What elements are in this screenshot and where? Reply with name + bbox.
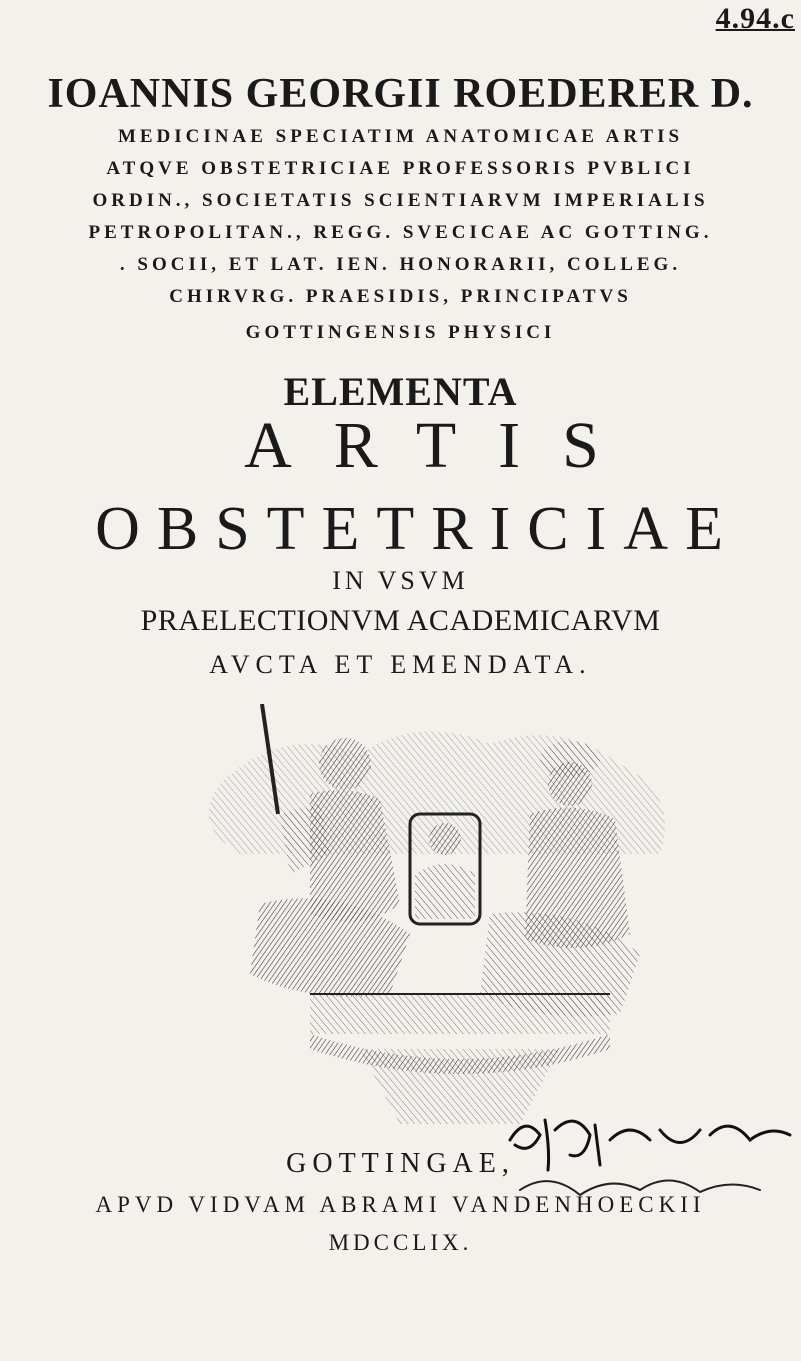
credential-line: MEDICINAE SPECIATIM ANATOMICAE ARTIS bbox=[117, 126, 684, 147]
credential-line: PETROPOLITAN., REGG. SVECICAE AC GOTTING. bbox=[88, 222, 713, 243]
imprint-publisher: APVD VIDVAM ABRAMI VANDENHOECKII bbox=[95, 1192, 706, 1217]
author-name: IOANNIS GEORGII ROEDERER D. bbox=[47, 71, 754, 117]
subtitle-praelectionum: PRAELECTIONVM ACADEMICARVM bbox=[140, 604, 661, 637]
imprint-place: GOTTINGAE, bbox=[286, 1148, 515, 1179]
subtitle-aucta: AVCTA ET EMENDATA. bbox=[209, 650, 592, 679]
credential-line: GOTTINGENSIS PHYSICI bbox=[245, 322, 556, 343]
credential-line: CHIRVRG. PRAESIDIS, PRINCIPATVS bbox=[169, 286, 632, 307]
title-line-artis: ARTIS bbox=[244, 409, 641, 482]
credential-line: . SOCII, ET LAT. IEN. HONORARII, COLLEG. bbox=[119, 254, 682, 275]
title-line-obstetriciae: OBSTETRICIAE bbox=[95, 495, 740, 563]
title-line-elementa: ELEMENTA bbox=[283, 369, 518, 414]
credential-line: ATQVE OBSTETRICIAE PROFESSORIS PVBLICI bbox=[106, 158, 695, 179]
engraved-vignette bbox=[160, 704, 720, 1124]
subtitle-in-usum: IN VSVM bbox=[332, 566, 469, 595]
imprint-date: MDCCLIX. bbox=[328, 1230, 473, 1255]
credential-line: ORDIN., SOCIETATIS SCIENTIARVM IMPERIALIS bbox=[92, 190, 709, 211]
shelfmark: 4.94.c bbox=[715, 2, 795, 35]
